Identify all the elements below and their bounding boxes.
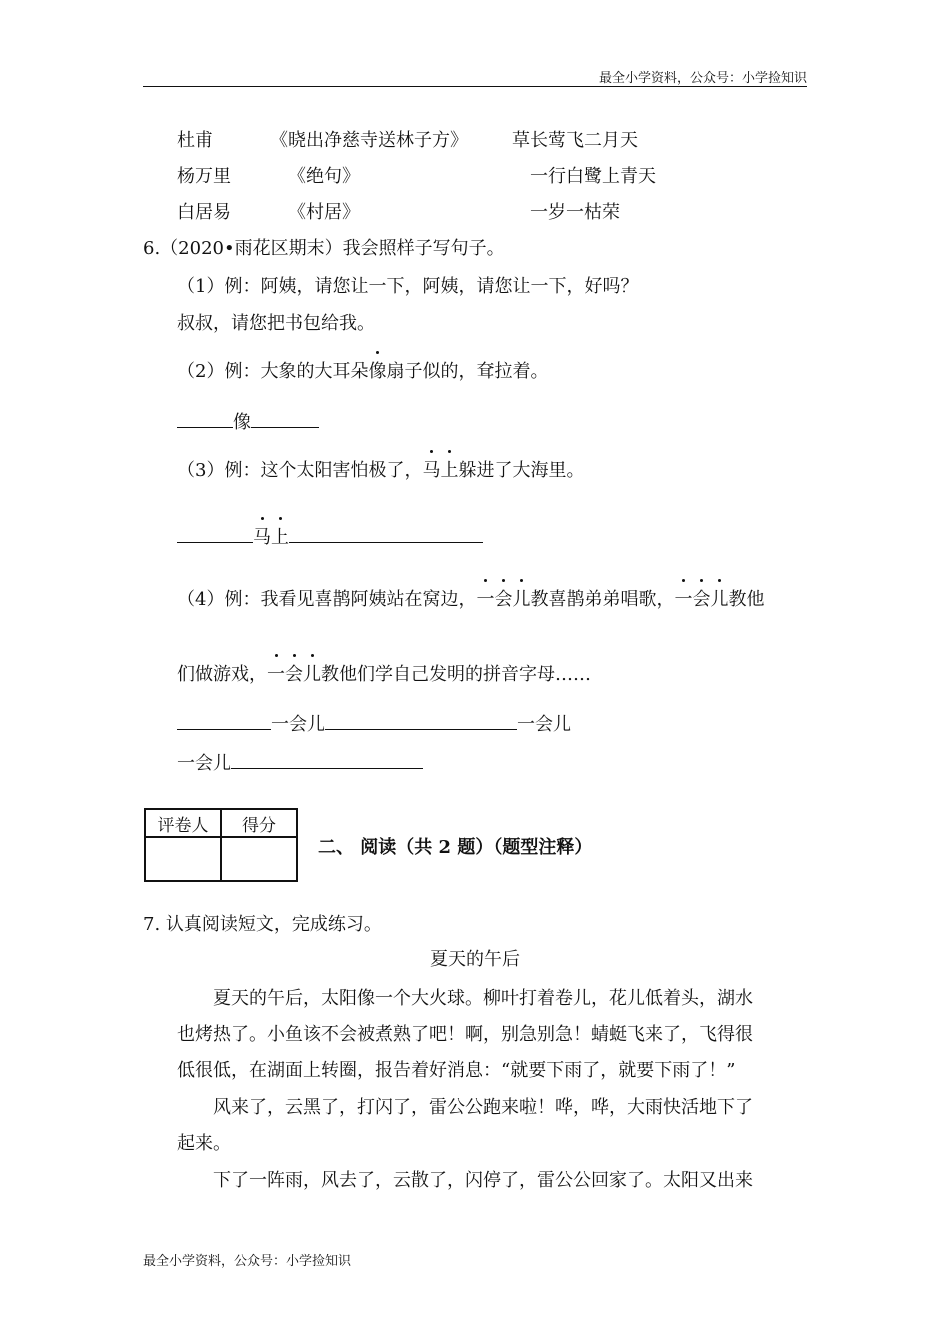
q6-s1-example: （1）例：阿姨，请您让一下，阿姨，请您让一下，好吗？ <box>177 276 639 297</box>
q6-stem: 6.（2020•雨花区期末）我会照样子写句子。 <box>143 238 505 259</box>
answer-blank[interactable] <box>251 409 319 428</box>
emphasis-char: 会 <box>285 660 303 686</box>
emphasis-char: 马 <box>422 456 440 482</box>
scorer-table <box>144 808 298 882</box>
reviewer-cell[interactable] <box>145 837 221 881</box>
poem-author: 杜甫 <box>177 130 213 151</box>
emphasis-char: 像 <box>368 357 386 383</box>
passage-line: 也烤热了。小鱼该不会被煮熟了吧！啊，别急别急！蜻蜓飞来了，飞得很 <box>177 1024 753 1045</box>
poem-author: 杨万里 <box>177 166 231 187</box>
answer-blank[interactable] <box>231 750 423 769</box>
poem-author: 白居易 <box>177 202 231 223</box>
q7-stem: 7. 认真阅读短文，完成练习。 <box>143 914 382 935</box>
emphasis-char: 儿 <box>710 585 728 611</box>
emphasis-char: 上 <box>271 523 289 549</box>
q6-s4-answer-line1: 一会儿 一会儿 <box>177 710 571 736</box>
poem-line: 一行白鹭上青天 <box>530 166 656 187</box>
answer-blank[interactable] <box>325 711 517 730</box>
q6-s4-example-line2: 们做游戏，一会儿教他们学自己发明的拼音字母…… <box>177 660 591 686</box>
poem-title: 《晓出净慈寺送林子方》 <box>270 130 468 151</box>
passage-line: 风来了，云黑了，打闪了，雷公公跑来啦！哗，哗，大雨快活地下了 <box>213 1097 753 1118</box>
score-header: 得分 <box>221 809 297 837</box>
score-cell[interactable] <box>221 837 297 881</box>
poem-line: 一岁一枯荣 <box>530 202 620 223</box>
poem-title: 《绝句》 <box>288 166 360 187</box>
emphasis-char: 儿 <box>512 585 530 611</box>
emphasis-char: 会 <box>692 585 710 611</box>
emphasis-char: 儿 <box>303 660 321 686</box>
q6-s4-example-line1: （4）例：我看见喜鹊阿姨站在窝边，一会儿教喜鹊弟弟唱歌，一会儿教他 <box>177 585 764 611</box>
q6-s3-example: （3）例：这个太阳害怕极了，马上躲进了大海里。 <box>177 456 584 482</box>
passage-line: 夏天的午后，太阳像一个大火球。柳叶打着卷儿，花儿低着头，湖水 <box>213 988 753 1009</box>
answer-blank[interactable] <box>289 524 483 543</box>
emphasis-char: 上 <box>440 456 458 482</box>
passage-line: 下了一阵雨，风去了，云散了，闪停了，雷公公回家了。太阳又出来 <box>213 1170 753 1191</box>
passage-title: 夏天的午后 <box>430 949 520 970</box>
answer-blank[interactable] <box>177 524 253 543</box>
q6-s1-prompt: 叔叔，请您把书包给我。 <box>177 313 375 334</box>
emphasis-char: 一 <box>674 585 692 611</box>
poem-title: 《村居》 <box>288 202 360 223</box>
passage-line: 低很低，在湖面上转圈，报告着好消息：“就要下雨了，就要下雨了！” <box>177 1060 736 1081</box>
q6-s4-answer-line2: 一会儿 <box>177 749 423 775</box>
q6-s3-answer <box>177 523 483 549</box>
page-header: 最全小学资料，公众号：小学捡知识 <box>598 71 807 86</box>
emphasis-char: 会 <box>494 585 512 611</box>
header-rule <box>143 86 807 87</box>
q6-s2-answer: 像 <box>177 408 319 434</box>
emphasis-char: 一 <box>267 660 285 686</box>
answer-blank[interactable] <box>177 711 271 730</box>
q6-s2-example: （2）例：大象的大耳朵像扇子似的，耷拉着。 <box>177 357 548 383</box>
poem-line: 草长莺飞二月天 <box>512 130 638 151</box>
answer-blank[interactable] <box>177 409 233 428</box>
emphasis-char: 马 <box>253 523 271 549</box>
reviewer-header: 评卷人 <box>145 809 221 837</box>
emphasis-char: 一 <box>476 585 494 611</box>
passage-line: 起来。 <box>177 1133 231 1154</box>
page-footer: 最全小学资料，公众号：小学捡知识 <box>143 1254 352 1269</box>
section-title: 二、 阅读（共 2 题）（题型注释） <box>318 837 593 858</box>
